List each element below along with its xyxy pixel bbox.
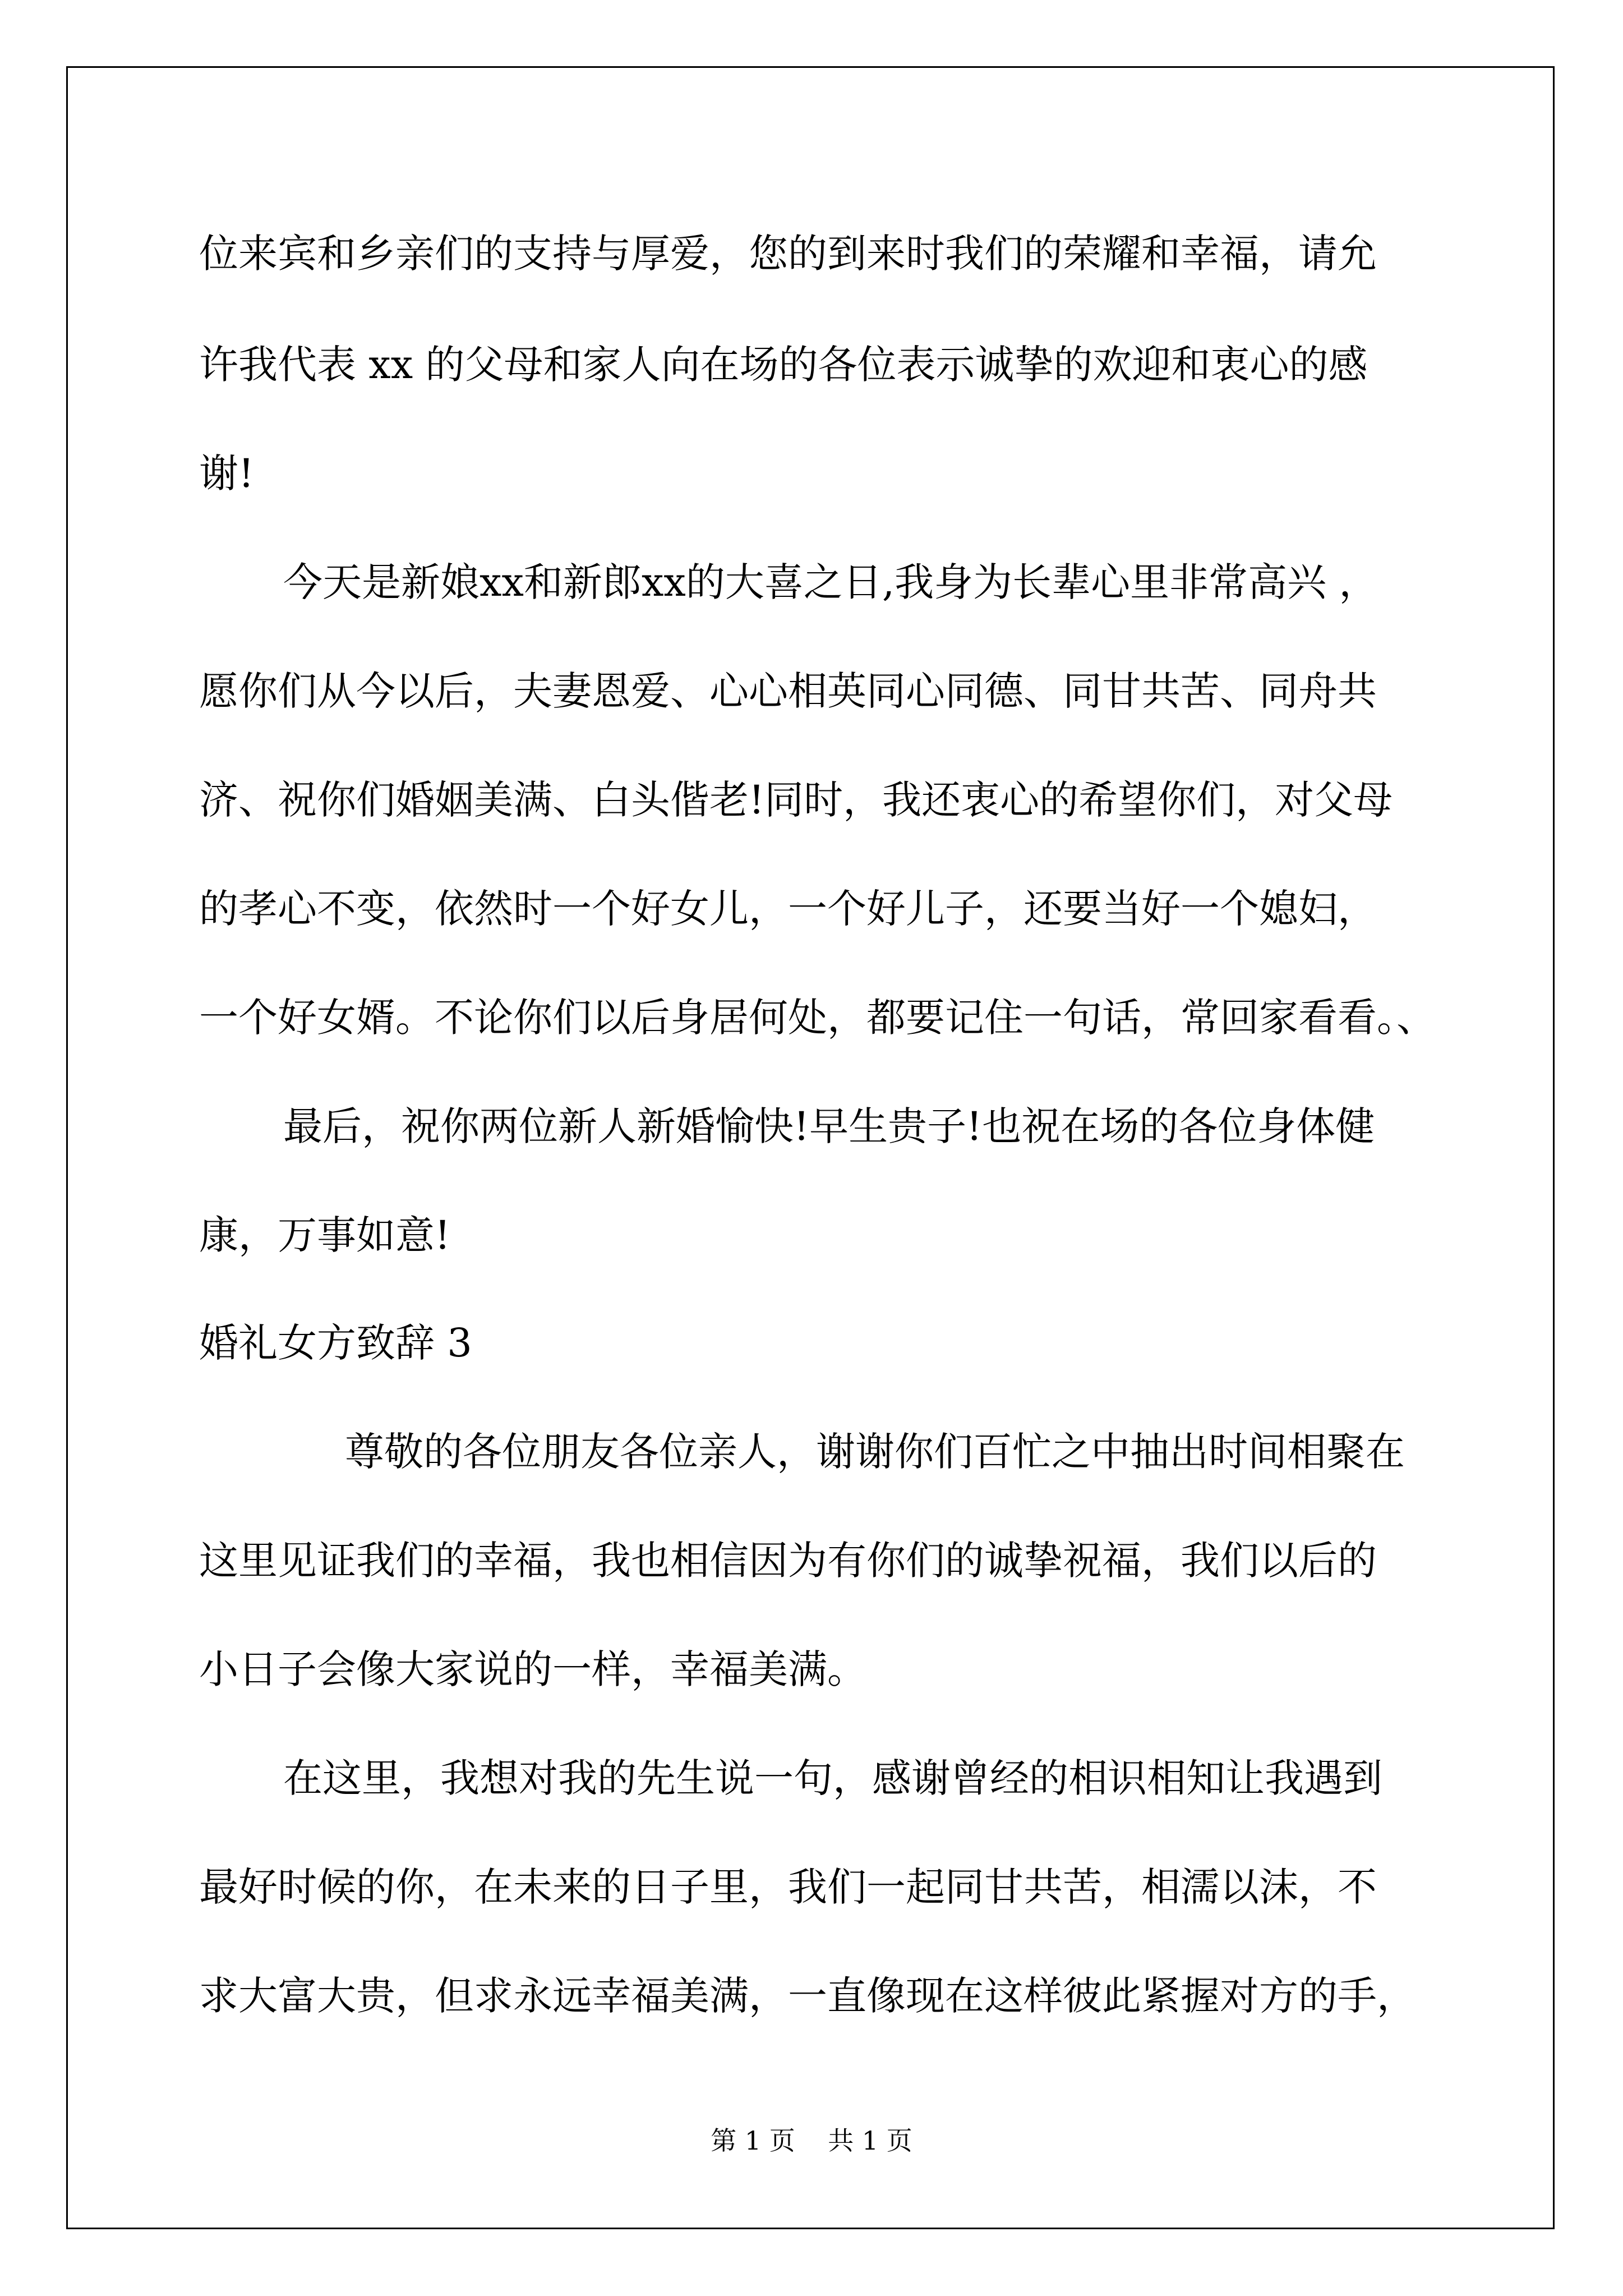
paragraph-3-line-1: 最后，祝你两位新人新婚愉快!早生贵子!也祝在场的各位身体健	[283, 1103, 1375, 1149]
text-line-17: 求大富大贵，但求永远幸福美满，一直像现在这样彼此紧握对方的手，	[199, 1973, 1416, 2019]
text-line-14: 小日子会像大家说的一样，幸福美满。	[199, 1646, 866, 1692]
text-line-16: 最好时候的你，在未来的日子里，我们一起同甘共苦，相濡以沫，不	[199, 1864, 1377, 1910]
text-line-7: 的孝心不变，依然时一个好女儿，一个好儿子，还要当好一个媳妇，	[199, 886, 1377, 932]
paragraph-2-line-1: 今天是新娘xx和新郎xx的大喜之日,我身为长辈心里非常高兴 ，	[283, 559, 1378, 605]
text-line-2: 许我代表 xx 的父母和家人向在场的各位表示诚挚的欢迎和衷心的感	[199, 342, 1368, 388]
text-line-10: 康，万事如意!	[199, 1212, 451, 1258]
text-line-1: 位来宾和乡亲们的支持与厚爱，您的到来时我们的荣耀和幸福，请允	[199, 231, 1377, 277]
text-line-6: 济、祝你们婚姻美满、白头偕老!同时，我还衷心的希望你们，对父母	[199, 777, 1393, 823]
text-line-8: 一个好女婿。不论你们以后身居何处，都要记住一句话，常回家看看。、	[199, 995, 1436, 1041]
text-line-5: 愿你们从今以后，夫妻恩爱、心心相英同心同德、同甘共苦、同舟共	[199, 668, 1377, 714]
text-line-3: 谢!	[199, 450, 255, 496]
paragraph-5-line-1: 在这里，我想对我的先生说一句，感谢曾经的相识相知让我遇到	[283, 1755, 1382, 1801]
text-line-13: 这里见证我们的幸福，我也相信因为有你们的诚挚祝福，我们以后的	[199, 1538, 1377, 1584]
paragraph-4-line-1: 尊敬的各位朋友各位亲人，谢谢你们百忙之中抽出时间相聚在	[345, 1429, 1405, 1475]
section-heading: 婚礼女方致辞 3	[199, 1320, 472, 1366]
page-footer: 第 1 页 共 1 页	[711, 2125, 912, 2156]
